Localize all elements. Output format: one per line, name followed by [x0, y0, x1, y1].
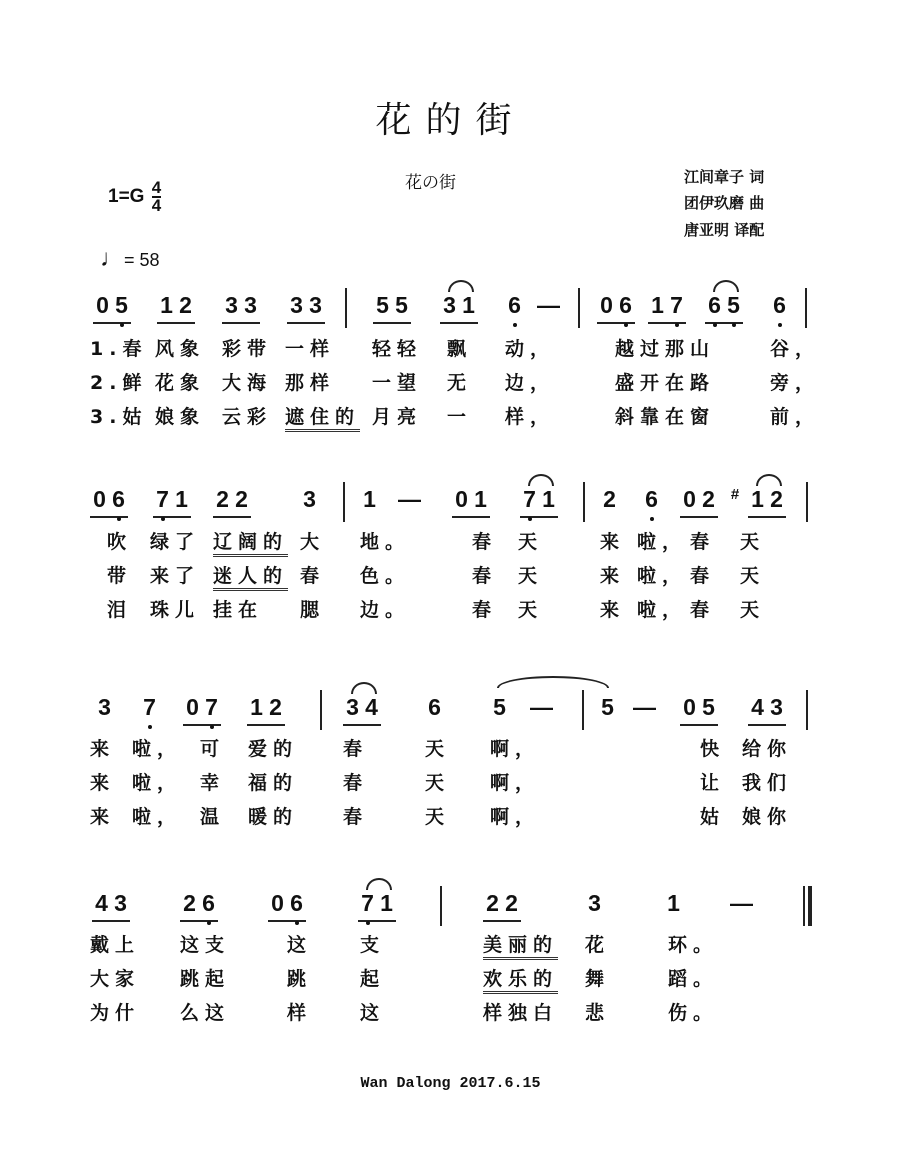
lyric-word: 天: [518, 531, 544, 553]
lyric-word: 这: [287, 934, 313, 956]
note-digit: 1: [542, 486, 555, 512]
lyric-word: 地。: [360, 531, 411, 553]
note-digit: 5: [493, 694, 506, 720]
lyric-word: 天: [518, 565, 544, 587]
lyric-word: 迷人的: [213, 561, 288, 591]
lyric-word: 无: [447, 372, 473, 394]
note-digit: 6: [109, 486, 128, 513]
note-digit: 1: [363, 486, 376, 512]
lyric-word: 春: [472, 565, 498, 587]
song-subtitle: 花の街: [405, 173, 456, 193]
lyric-word: 大海: [222, 372, 273, 394]
lyric-word: 这: [360, 1002, 386, 1024]
note-digit: 4: [365, 694, 378, 720]
note-group: [95, 694, 114, 724]
note-digit: 1: [751, 486, 764, 512]
barline: [343, 482, 345, 522]
note-group: [748, 486, 786, 518]
footer-signature: Wan Dalong 2017.6.15: [360, 1075, 541, 1092]
barline: [440, 886, 442, 926]
lyric-word: 绿了: [150, 531, 201, 553]
note-digit: 2: [179, 292, 192, 318]
note-digit: 7: [667, 292, 686, 319]
sustain-dash: [537, 292, 560, 322]
lyric-word: 爱的: [248, 738, 299, 760]
lyric-word: 给你: [742, 738, 793, 760]
lyric-word: 支: [360, 934, 386, 956]
note-digit: 2: [505, 890, 518, 916]
note-digit: 0: [186, 694, 199, 720]
lyric-word: 腮: [300, 599, 326, 621]
note-digit: 2: [235, 486, 248, 512]
lyric-word: 温: [200, 806, 226, 828]
note-digit: 3: [346, 694, 359, 720]
note-group: [213, 486, 251, 518]
time-top: 4: [151, 178, 162, 197]
lyric-word: 啊，: [490, 738, 541, 760]
lyric-word: 春: [690, 531, 716, 553]
lyric-word: 快: [700, 738, 726, 760]
note-digit: 7: [153, 486, 172, 513]
lyric-word: 来: [600, 565, 626, 587]
lyric-word: 姑: [700, 806, 726, 828]
barline: [578, 288, 580, 328]
note-digit: 6: [705, 292, 724, 319]
note-digit: 1: [462, 292, 475, 318]
lyric-word: 来: [90, 772, 116, 794]
note-group: [93, 292, 131, 324]
lyric-word: 带: [107, 565, 133, 587]
lyric-word: 盛开在路: [615, 372, 716, 394]
final-barline: [803, 886, 805, 926]
note-group: [180, 890, 218, 922]
note-group: [360, 486, 379, 516]
lyric-word: 啊，: [490, 772, 541, 794]
lyric-word: 天: [425, 772, 451, 794]
lyric-word: 轻轻: [372, 338, 423, 360]
note-digit: 7: [202, 694, 221, 721]
lyric-word: 飘: [447, 338, 473, 360]
barline: [805, 288, 807, 328]
note-group: [358, 890, 396, 922]
lyric-word: 天: [425, 738, 451, 760]
note-group: [343, 694, 381, 726]
lyric-word: 一样: [285, 338, 336, 360]
lyric-word: 谷，: [770, 338, 821, 360]
note-digit: 3: [225, 292, 238, 318]
note-group: [247, 694, 285, 726]
lyric-word: 啦，: [637, 599, 688, 621]
note-group: [597, 292, 635, 324]
lyric-word: 啊，: [490, 806, 541, 828]
lyric-word: 娘你: [742, 806, 793, 828]
note-digit: 3: [98, 694, 111, 720]
slur: [351, 682, 377, 694]
note-digit: 6: [770, 292, 789, 319]
note-group: [520, 486, 558, 518]
lyric-word: 天: [518, 599, 544, 621]
note-group: [452, 486, 490, 518]
note-digit: 6: [616, 292, 635, 319]
note-digit: 3: [588, 890, 601, 916]
note-digit: 6: [199, 890, 218, 917]
lyric-word: 天: [740, 531, 766, 553]
note-digit: 1: [474, 486, 487, 512]
lyric-word: 来了: [150, 565, 201, 587]
lyric-word: 花: [585, 934, 611, 956]
lyric-word: 幸: [200, 772, 226, 794]
note-group: [490, 694, 509, 724]
translator-credit: 唐亚明 译配: [684, 221, 765, 239]
note-group: [680, 694, 718, 726]
lyric-word: 边。: [360, 599, 411, 621]
lyric-word: 样: [287, 1002, 313, 1024]
note-group: [268, 890, 306, 922]
final-barline: [808, 886, 812, 926]
lyric-word: 大: [300, 531, 326, 553]
note-digit: 5: [601, 694, 614, 720]
note-digit: 0: [93, 486, 106, 512]
note-group: [505, 292, 524, 322]
lyric-word: 伤。: [668, 1002, 719, 1024]
note-group: [705, 292, 743, 324]
note-group: [157, 292, 195, 324]
note-digit: 6: [505, 292, 524, 319]
lyric-word: 悲: [585, 1002, 611, 1024]
barline: [320, 690, 322, 730]
note-digit: 0: [96, 292, 109, 318]
note-digit: 0: [271, 890, 284, 916]
lyric-word: 春: [690, 599, 716, 621]
note-digit: 3: [290, 292, 303, 318]
lyric-word: 斜靠在窗: [615, 406, 716, 428]
song-title: 花的街: [375, 100, 526, 141]
lyric-word: 遮住的: [285, 402, 360, 432]
note-group: [642, 486, 661, 516]
note-group: [770, 292, 789, 322]
lyric-word: 来: [90, 738, 116, 760]
lyric-word: 啦，: [132, 772, 183, 794]
lyric-word: 欢乐的: [483, 964, 558, 994]
note-digit: 1: [380, 890, 393, 916]
lyric-word: 一望: [372, 372, 423, 394]
slur: [528, 474, 554, 486]
note-digit: 0: [683, 694, 696, 720]
lyric-word: 边，: [505, 372, 556, 394]
slur: [713, 280, 739, 292]
quarter-note-icon: ♩: [100, 245, 124, 272]
note-digit: 2: [486, 890, 499, 916]
note-digit: 1: [667, 890, 680, 916]
lyric-word: 1.春: [90, 338, 148, 360]
lyric-word: 春: [343, 806, 369, 828]
lyric-word: 春: [472, 599, 498, 621]
lyric-word: 春: [343, 772, 369, 794]
note-digit: 5: [112, 292, 131, 319]
lyric-word: 天: [740, 599, 766, 621]
note-digit: 3: [770, 694, 783, 720]
lyric-word: 3.姑: [90, 406, 148, 428]
lyric-word: 大家: [90, 968, 141, 990]
lyric-word: 可: [200, 738, 226, 760]
slur: [448, 280, 474, 292]
lyric-word: 美丽的: [483, 930, 558, 960]
lyric-word: 前，: [770, 406, 821, 428]
note-digit: 1: [250, 694, 263, 720]
barline: [345, 288, 347, 328]
note-digit: 2: [770, 486, 783, 512]
note-group: [300, 486, 319, 516]
lyric-word: 春: [343, 738, 369, 760]
lyric-word: 来: [90, 806, 116, 828]
note-digit: 6: [642, 486, 661, 513]
lyric-word: 舞: [585, 968, 611, 990]
lyric-word: 么这: [180, 1002, 231, 1024]
lyric-word: 2.鲜: [90, 372, 148, 394]
time-bottom: 4: [151, 196, 162, 215]
note-digit: —: [537, 292, 560, 318]
lyric-word: 泪: [107, 599, 133, 621]
lyric-word: 辽阔的: [213, 527, 288, 557]
sharp-sign: [730, 486, 740, 516]
sustain-dash: [530, 694, 553, 724]
lyric-word: 越过那山: [615, 338, 716, 360]
note-group: [222, 292, 260, 324]
note-digit: 1: [175, 486, 188, 512]
tie: [497, 676, 609, 688]
lyric-word: 那样: [285, 372, 336, 394]
note-digit: 6: [287, 890, 306, 917]
lyric-word: 色。: [360, 565, 411, 587]
composer-credit: 团伊玖磨 曲: [684, 194, 765, 212]
note-group: [483, 890, 521, 922]
note-digit: 2: [702, 486, 715, 512]
sustain-dash: [730, 890, 753, 920]
note-group: [585, 890, 604, 920]
tempo-marking: [100, 245, 160, 273]
note-group: [748, 694, 786, 726]
lyric-word: 啦，: [637, 531, 688, 553]
note-digit: 3: [114, 890, 127, 916]
time-signature: [152, 180, 161, 214]
sustain-dash: [398, 486, 421, 516]
lyric-word: 风象: [155, 338, 206, 360]
note-digit: #: [730, 486, 740, 503]
note-digit: —: [530, 694, 553, 720]
lyric-word: 春: [472, 531, 498, 553]
lyric-word: 让: [700, 772, 726, 794]
lyric-word: 来: [600, 531, 626, 553]
note-digit: 7: [520, 486, 539, 513]
lyric-word: 跳: [287, 968, 313, 990]
lyric-word: 蹈。: [668, 968, 719, 990]
lyric-word: 样独白: [483, 1002, 559, 1024]
note-group: [373, 292, 411, 324]
note-group: [664, 890, 683, 920]
lyric-word: 我们: [742, 772, 793, 794]
lyric-word: 啦，: [132, 738, 183, 760]
note-digit: 7: [358, 890, 377, 917]
note-group: [598, 694, 617, 724]
lyricist-credit: 江间章子 词: [684, 168, 765, 186]
note-group: [92, 890, 130, 922]
lyric-word: 旁，: [770, 372, 821, 394]
note-group: [648, 292, 686, 324]
lyric-word: 跳起: [180, 968, 231, 990]
note-group: [425, 694, 444, 724]
note-digit: —: [730, 890, 753, 916]
note-digit: 5: [724, 292, 743, 319]
note-group: [183, 694, 221, 726]
lyric-word: 珠儿: [150, 599, 201, 621]
lyric-word: 环。: [668, 934, 719, 956]
lyric-word: 天: [425, 806, 451, 828]
sustain-dash: [633, 694, 656, 724]
lyric-word: 戴上: [90, 934, 141, 956]
note-digit: 7: [140, 694, 159, 721]
key: 1=G: [108, 186, 145, 208]
barline: [582, 690, 584, 730]
note-digit: 2: [603, 486, 616, 512]
key-signature: [108, 180, 161, 214]
note-digit: 0: [455, 486, 468, 512]
barline: [806, 690, 808, 730]
lyric-word: 福的: [248, 772, 299, 794]
lyric-word: 一: [447, 406, 473, 428]
lyric-word: 来: [600, 599, 626, 621]
slur: [366, 878, 392, 890]
lyric-word: 挂在: [213, 599, 264, 621]
note-digit: 5: [376, 292, 389, 318]
note-digit: —: [633, 694, 656, 720]
lyric-word: 月亮: [372, 406, 423, 428]
tempo-value: = 58: [124, 250, 160, 270]
lyric-word: 这支: [180, 934, 231, 956]
note-group: [440, 292, 478, 324]
note-group: [287, 292, 325, 324]
note-digit: 6: [428, 694, 441, 720]
note-digit: 3: [244, 292, 257, 318]
note-digit: 0: [600, 292, 613, 318]
lyric-word: 啦，: [637, 565, 688, 587]
slur: [756, 474, 782, 486]
note-digit: 2: [183, 890, 196, 916]
lyric-word: 花象: [155, 372, 206, 394]
lyric-word: 起: [360, 968, 386, 990]
note-digit: 4: [751, 694, 764, 720]
lyric-word: 样，: [505, 406, 556, 428]
barline: [806, 482, 808, 522]
lyric-word: 春: [690, 565, 716, 587]
lyric-word: 云彩: [222, 406, 273, 428]
note-group: [140, 694, 159, 724]
note-group: [90, 486, 128, 518]
note-digit: 3: [309, 292, 322, 318]
note-digit: 2: [269, 694, 282, 720]
note-digit: 1: [651, 292, 664, 318]
note-digit: 1: [160, 292, 173, 318]
note-digit: 3: [443, 292, 456, 318]
lyric-word: 暖的: [248, 806, 299, 828]
note-digit: 2: [216, 486, 229, 512]
lyric-word: 彩带: [222, 338, 273, 360]
lyric-word: 吹: [107, 531, 133, 553]
note-group: [680, 486, 718, 518]
lyric-word: 动，: [505, 338, 556, 360]
note-group: [153, 486, 191, 518]
note-digit: 3: [303, 486, 316, 512]
lyric-word: 啦，: [132, 806, 183, 828]
note-digit: 4: [95, 890, 108, 916]
note-digit: 0: [683, 486, 696, 512]
lyric-word: 天: [740, 565, 766, 587]
lyric-word: 为什: [90, 1002, 141, 1024]
lyric-word: 春: [300, 565, 326, 587]
note-digit: 5: [702, 694, 715, 720]
note-digit: 5: [395, 292, 408, 318]
barline: [583, 482, 585, 522]
note-group: [600, 486, 619, 516]
note-digit: —: [398, 486, 421, 512]
lyric-word: 娘象: [155, 406, 206, 428]
